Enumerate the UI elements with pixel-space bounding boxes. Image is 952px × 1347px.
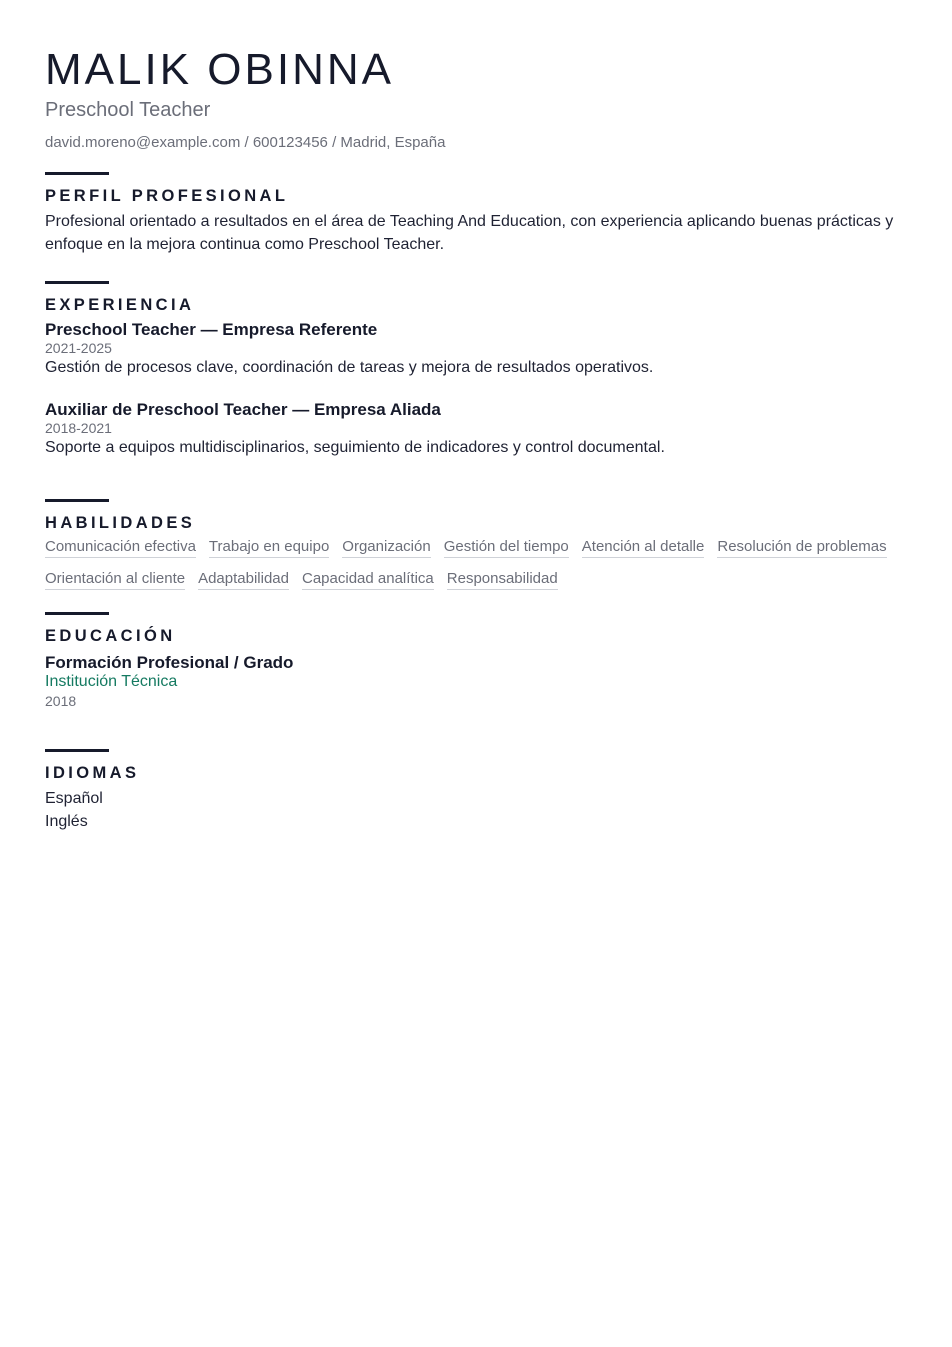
profile-text: Profesional orientado a resultados en el área de Teaching And Education, con experiencia aplicando buenas prácticas y enfoque en la mejora continua como Preschool Teacher. <box>45 213 894 253</box>
skill-tag: Organización <box>342 537 430 558</box>
profile-section <box>45 172 907 256</box>
skills-list <box>45 537 907 601</box>
job-entry <box>45 399 907 459</box>
skills-section <box>45 499 907 601</box>
candidate-role: Preschool Teacher <box>45 99 211 121</box>
language-item: Español <box>45 790 103 807</box>
skill-tag: Atención al detalle <box>582 537 705 558</box>
job-description: Gestión de procesos clave, coordinación de tareas y mejora de resultados operativos. <box>45 359 654 376</box>
skill-tag: Capacidad analítica <box>302 569 434 590</box>
job-title: Auxiliar de Preschool Teacher — Empresa Aliada <box>45 400 441 419</box>
job-description: Soporte a equipos multidisciplinarios, seguimiento de indicadores y control documental. <box>45 439 665 456</box>
skill-tag: Gestión del tiempo <box>444 537 569 558</box>
languages-heading: IDIOMAS <box>45 764 140 782</box>
degree-title: Formación Profesional / Grado <box>45 653 294 672</box>
skill-tag: Trabajo en equipo <box>209 537 329 558</box>
contact-line: david.moreno@example.com / 600123456 / Madrid, España <box>45 134 446 151</box>
section-divider <box>45 281 109 284</box>
languages-section <box>45 749 907 833</box>
education-section <box>45 612 907 711</box>
language-item: Inglés <box>45 813 88 830</box>
skill-tag: Responsabilidad <box>447 569 558 590</box>
job-dates: 2021-2025 <box>45 340 112 356</box>
section-divider <box>45 172 109 175</box>
section-divider <box>45 749 109 752</box>
section-divider <box>45 499 109 502</box>
education-year: 2018 <box>45 693 77 709</box>
skill-tag: Orientación al cliente <box>45 569 185 590</box>
skill-tag: Resolución de problemas <box>717 537 886 558</box>
section-divider <box>45 612 109 615</box>
experience-section <box>45 281 907 459</box>
candidate-name: MALIK OBINNA <box>45 45 394 94</box>
job-dates: 2018-2021 <box>45 420 112 436</box>
education-heading: EDUCACIÓN <box>45 627 176 645</box>
skills-heading: HABILIDADES <box>45 514 196 532</box>
skill-tag: Comunicación efectiva <box>45 537 196 558</box>
profile-heading: PERFIL PROFESIONAL <box>45 187 289 205</box>
job-entry <box>45 319 907 379</box>
job-title: Preschool Teacher — Empresa Referente <box>45 320 378 339</box>
experience-heading: EXPERIENCIA <box>45 296 195 314</box>
institution-name: Institución Técnica <box>45 673 178 690</box>
skill-tag: Adaptabilidad <box>198 569 289 590</box>
